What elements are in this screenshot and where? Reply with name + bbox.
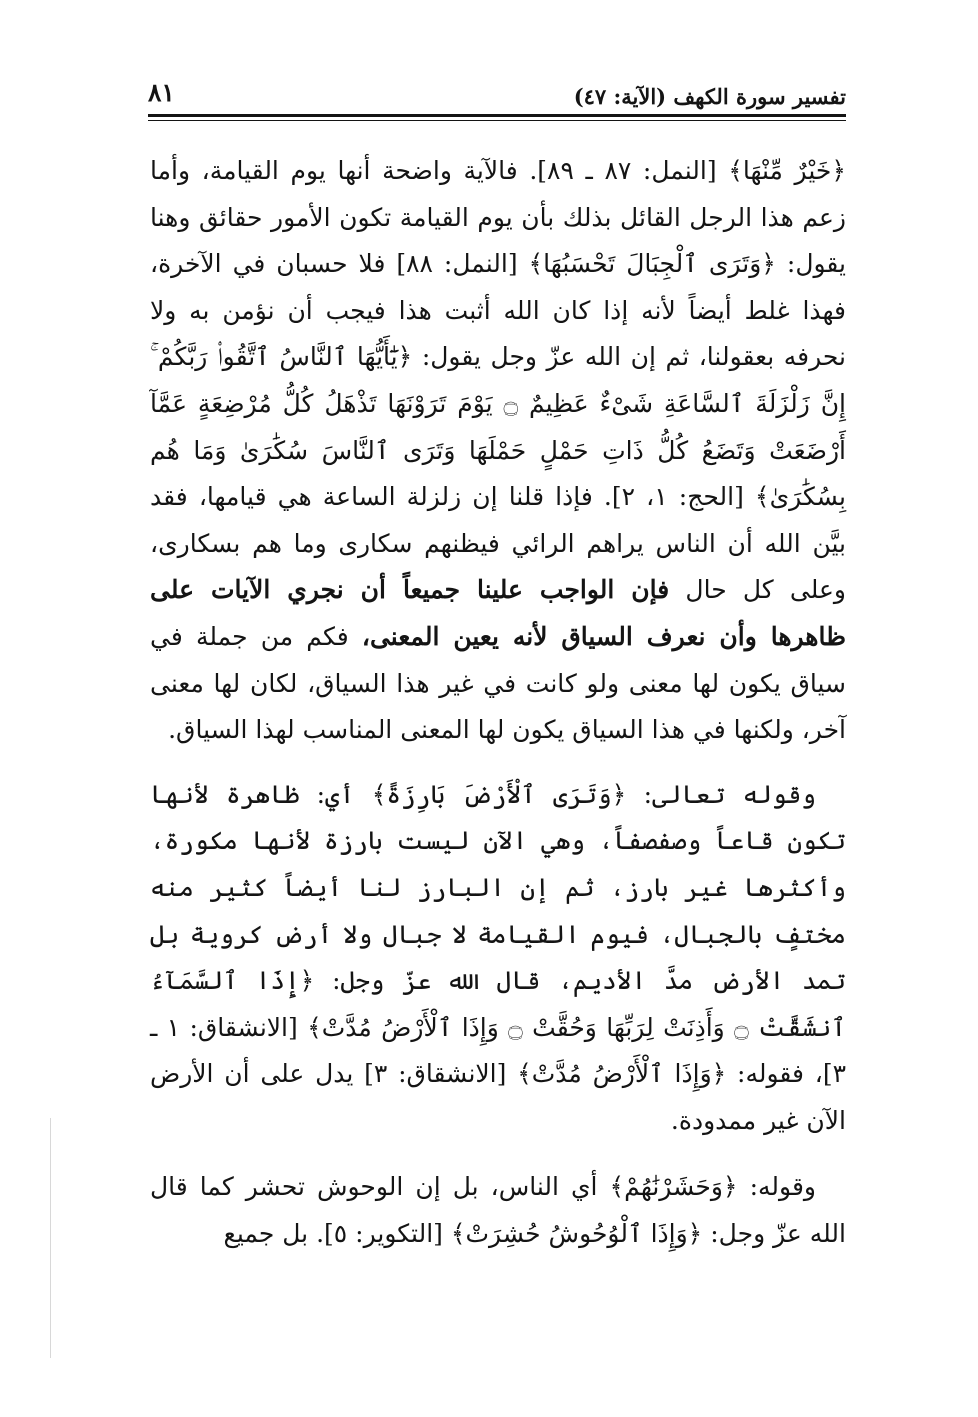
paragraph-1 (150, 148, 846, 754)
paragraph-1-bold-text: فإن الواجب علينا جميعاً أن نجري الآيات على ظاهرها وأن نعرف السياق لأنه يعين المعنى، (150, 575, 846, 651)
running-header (148, 78, 846, 112)
chapter-title: تفسير سورة الكهف (الآية: ٤٧) (573, 84, 846, 109)
paragraph-1-text-end: فكم من جملة في سياق يكون لها معنى ولو كانت في غير هذا السياق، لكان لها معنى آخر، ولكنها في هذا السياق يكون لها المعنى المناسب لهذا السياق. (150, 621, 846, 745)
paragraph-3: وقوله: ﴿وَحَشَرْنَٰهُمْ﴾ أي الناس، بل إن الوحوش تحشر كما قال الله عزّ وجل: ﴿وَإِذَا ٱلْوُحُوشُ حُشِرَتْ﴾ [التكوير: ٥]. بل جميع (150, 1172, 846, 1249)
scan-margin-line (50, 1118, 51, 1358)
header-rule-thin (148, 120, 846, 121)
paragraph-2: وقوله تعالى: ﴿وَتَرَى ٱلْأَرْضَ بَارِزَةً﴾ أي: ظاهرة لأنها تكون قاعاً وصفصفاً، وهي الآن ليست بارزة لأنها مكورة، وأكثرها غير بارز، ثم إن البارز لنا أيضاً كثير منه مختفٍ بالجبال، فيوم القيامة لا جبال ولا أرض كروية بل تمد الأرض مدَّ الأديم، قال الله عزّ وجل: ﴿إِذَا ٱلسَّمَآءُ ٱنشَقَّتْ ۝ وَأَذِنَتْ لِرَبِّهَا وَحُقَّتْ ۝ وَإِذَا ٱلْأَرْضُ مُدَّتْ﴾ [الانشقاق: ١ ـ ٣]، فقوله: ﴿وَإِذَا ٱلْأَرْضُ مُدَّتْ﴾ [الانشقاق: ٣] يدل على أن الأرض الآن غير ممدودة. (150, 779, 847, 1135)
page-number: ٨١ (148, 78, 175, 107)
header-rule-thick (148, 114, 846, 117)
paragraph-1-text: ﴿خَيْرٌ مِّنْهَا﴾ [النمل: ٨٧ ـ ٨٩]. فالآية واضحة أنها يوم القيامة، وأما زعم هذا الرجل القائل بذلك بأن يوم القيامة تكون الأمور حقائق وهنا يقول: ﴿وَتَرَى ٱلْجِبَالَ تَحْسَبُهَا﴾ [النمل: ٨٨] فلا حسبان في الآخرة، فهذا غلط أيضاً لأنه إذا كان الله أثبت هذا فيجب أن نؤمن به ولا نحرفه بعقولنا، ثم إن الله عزّ وجل يقول: ﴿يَٰٓأَيُّهَا ٱلنَّاسُ ٱتَّقُوا۟ رَبَّكُمْ ۚ إِنَّ زَلْزَلَةَ ٱلسَّاعَةِ شَىْءٌ عَظِيمٌ ۝ يَوْمَ تَرَوْنَهَا تَذْهَلُ كُلُّ مُرْضِعَةٍ عَمَّآ أَرْضَعَتْ وَتَضَعُ كُلُّ ذَاتِ حَمْلٍ حَمْلَهَا وَتَرَى ٱلنَّاسَ سُكَٰرَىٰ وَمَا هُم بِسُكَٰرَىٰ﴾ [الحج: ١، ٢]. فإذا قلنا إن زلزلة الساعة هي قيامها، فقد بيَّن الله أن الناس يراهم الرائي فيظنهم سكارى وما هم بسكارى، وعلى كل حال (150, 156, 847, 605)
page-body (150, 148, 846, 1258)
